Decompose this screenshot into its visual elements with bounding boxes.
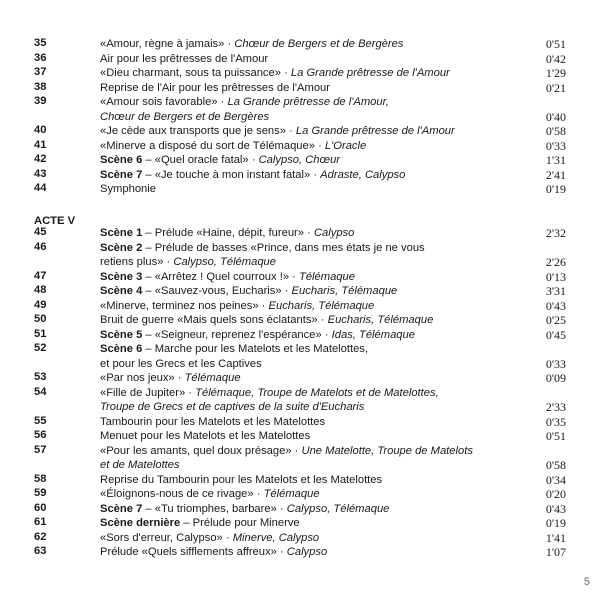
track-title-line [100,386,520,401]
track-title-line [100,487,520,502]
track-title-line [100,110,520,125]
track-title-line [100,182,520,197]
track-number: 55 [34,414,47,427]
track-title [100,545,520,560]
track-title-line [100,371,520,386]
track-title [100,531,520,546]
track-duration: 0'58 [545,458,566,472]
track-title-line [100,313,520,328]
track-number: 49 [34,298,47,311]
track-number: 61 [34,516,47,528]
track-duration: 0'20 [545,487,566,501]
track-number: 58 [34,472,47,485]
track-number: 41 [34,138,47,151]
track-number: 56 [34,429,47,441]
scene-label: Scène 7 [100,502,143,515]
title-text: «Minerve a disposé du sort de Télémaque» · [100,139,325,152]
track-duration: 1'07 [545,545,566,559]
track-title-line [100,444,520,459]
scene-label: Scène 4 [100,285,143,297]
scene-label: Scène 6 [100,154,143,166]
performers: Calypso, Chœur [258,154,341,166]
track-title-line [100,328,520,343]
track-duration: 2'33 [545,400,566,414]
performers: Calypso [313,227,355,239]
track-title [100,66,520,81]
track-duration: 0'19 [545,182,566,196]
track-duration: 3'31 [545,284,566,298]
track-title-line [100,473,520,488]
scene-label: Scène 5 [100,328,143,341]
track-number: 36 [34,51,47,64]
title-text: et pour les Grecs et les Captives [100,357,262,370]
performers: Troupe de Grecs et de captives de la suite d'Eucharis [100,401,365,413]
title-text: – «Tu triomphes, barbare» · [142,502,287,515]
title-text: Air pour les prêtresses de l'Amour [100,52,269,65]
track-title [100,415,520,430]
track-number: 57 [34,443,47,456]
performers: Idas, Télémaque [331,328,415,341]
track-title [100,371,520,386]
track-number: 45 [34,226,47,238]
act-heading: ACTE V [34,215,76,227]
scene-label: Scène 7 [100,168,143,181]
track-number: 52 [34,342,47,354]
performers: La Grande prêtresse de l'Amour [295,125,455,137]
track-number: 38 [34,80,47,93]
title-text: Reprise de l'Air pour les prêtresses de l'Amour [100,81,330,94]
title-text: «Minerve, terminez nos peines» · [100,299,269,312]
track-number: 35 [34,37,47,49]
track-number: 62 [34,530,47,543]
track-number: 59 [34,487,47,499]
track-title-line [100,139,520,154]
track-duration: 1'31 [545,153,566,167]
track-title-line [100,299,520,314]
performers: L'Oracle [324,139,367,152]
track-duration: 0'51 [545,37,566,51]
scene-label: Scène 1 [100,227,143,239]
track-title-line [100,241,520,256]
performers: Une Matelotte, Troupe de Matelots [301,444,473,457]
title-text: «Par nos jeux» · [100,372,185,384]
track-title-line [100,37,520,52]
track-title [100,168,520,183]
track-title [100,81,520,96]
performers: Minerve, Calypso [232,531,320,544]
track-duration: 1'29 [545,66,566,80]
title-text: – Prélude de basses «Prince, dans mes états je ne vous [142,241,425,254]
track-number: 37 [34,66,47,78]
track-title-line [100,81,520,96]
track-number: 44 [34,182,47,194]
track-title-line [100,342,520,357]
track-number: 46 [34,240,47,253]
track-duration: 0'40 [545,109,566,124]
title-text: «Je cède aux transports que je sens» · [100,125,296,137]
track-title-line [100,226,520,241]
track-title-line [100,458,520,473]
title-text: «Sors d'erreur, Calypso» · [100,531,233,544]
performers: Chœur de Bergers et de Bergères [100,110,270,123]
performers: Calypso [286,546,328,558]
title-text: Tambourin pour les Matelots et les Matelottes [100,415,326,428]
track-number: 60 [34,501,47,514]
title-text: Bruit de guerre «Mais quels sons éclatants» · [100,314,328,326]
page-number: 5 [583,576,590,588]
track-number: 63 [34,545,47,557]
track-title [100,487,520,502]
track-title [100,124,520,139]
track-title-line [100,502,520,517]
scene-label: Scène 2 [100,241,143,254]
track-title-line [100,429,520,444]
track-duration: 0'42 [545,51,566,66]
title-text: retiens plus» · [100,256,174,268]
performers: Chœur de Bergers et de Bergères [234,38,404,50]
title-text: Reprise du Tambourin pour les Matelots et les Matelottes [100,473,383,486]
title-text: Menuet pour les Matelots et les Matelottes [100,430,311,442]
track-title [100,284,520,299]
track-duration: 0'19 [545,516,566,530]
scene-label: Scène 3 [100,270,143,283]
performers: Télémaque, Troupe de Matelots et de Matelottes, [195,386,439,399]
track-title-line [100,52,520,67]
track-title [100,226,520,241]
track-duration: 0'13 [545,269,566,284]
track-number: 48 [34,284,47,296]
title-text: – Prélude «Haine, dépit, fureur» · [142,227,314,239]
track-number: 54 [34,385,47,398]
track-title-line [100,357,520,372]
performers: Calypso, Télémaque [286,502,390,515]
title-text: – Prélude pour Minerve [180,517,300,529]
track-number: 53 [34,371,47,383]
track-title-line [100,531,520,546]
track-duration: 0'43 [545,501,566,516]
track-title-line [100,415,520,430]
track-title [100,429,520,444]
track-duration: 0'25 [545,313,566,327]
performers: Adraste, Calypso [320,168,406,181]
track-duration: 0'43 [545,298,566,313]
title-text: – «Sauvez-vous, Eucharis» · [142,285,292,297]
track-title-line [100,516,520,531]
track-title [100,182,520,197]
track-title [100,444,520,473]
track-title-line [100,255,520,270]
performers: Télémaque [184,372,241,384]
track-title [100,342,520,371]
track-duration: 0'51 [545,429,566,443]
performers: Eucharis, Télémaque [291,285,398,297]
track-number: 47 [34,269,47,282]
performers: La Grande prêtresse de l'Amour [290,67,450,79]
track-duration: 0'45 [545,327,566,342]
title-text: – «Quel oracle fatal» · [142,154,259,166]
track-title [100,473,520,488]
track-title [100,516,520,531]
track-title [100,153,520,168]
track-title [100,313,520,328]
track-number: 42 [34,153,47,165]
track-title-line [100,153,520,168]
track-title-line [100,284,520,299]
track-number: 51 [34,327,47,340]
track-duration: 0'34 [545,472,566,487]
performers: et de Matelottes [100,459,180,471]
track-title [100,502,520,517]
performers: Télémaque [263,488,320,500]
title-text: «Amour sois favorable» · [100,96,228,108]
track-number: 50 [34,313,47,325]
track-duration: 0'58 [545,124,566,138]
track-title [100,299,520,314]
title-text: Prélude «Quels sifflements affreux» · [100,546,287,558]
track-title [100,241,520,270]
performers: Télémaque [299,270,355,283]
title-text: «Amour, règne à jamais» · [100,38,235,50]
performers: Calypso, Télémaque [173,256,276,268]
track-title [100,386,520,415]
track-title [100,270,520,285]
title-text: «Éloignons-nous de ce rivage» · [100,488,264,500]
title-text: «Fille de Jupiter» · [100,386,196,399]
track-title-line [100,545,520,560]
scene-label: Scène dernière [100,517,181,529]
scene-label: Scène 6 [100,343,143,355]
title-text: – «Arrêtez ! Quel courroux !» · [142,270,299,283]
track-title [100,37,520,52]
title-text: «Dieu charmant, sous ta puissance» · [100,67,291,79]
track-duration: 0'21 [545,80,566,95]
track-title [100,52,520,67]
track-duration: 2'41 [545,167,566,182]
track-duration: 0'35 [545,414,566,429]
track-number: 43 [34,167,47,180]
track-title-line [100,66,520,81]
track-duration: 2'32 [545,226,566,240]
title-text: «Pour les amants, quel doux présage» · [100,444,302,457]
track-title-line [100,168,520,183]
track-duration: 0'33 [545,138,566,153]
track-title [100,328,520,343]
performers: Eucharis, Télémaque [327,314,434,326]
track-title-line [100,400,520,415]
title-text: – «Seigneur, reprenez l'espérance» · [142,328,332,341]
title-text: – Marche pour les Matelots et les Matelottes, [142,343,369,355]
track-title-line [100,270,520,285]
track-number: 40 [34,124,47,136]
track-duration: 1'41 [545,530,566,545]
track-title [100,95,520,124]
track-number: 39 [34,95,47,107]
title-text: – «Je touche à mon instant fatal» · [142,168,321,181]
title-text: Symphonie [100,183,156,195]
track-title-line [100,124,520,139]
performers: La Grande prêtresse de l'Amour, [227,96,389,108]
track-duration: 2'26 [545,255,566,269]
track-duration: 0'09 [545,371,566,385]
track-title-line [100,95,520,110]
track-title [100,139,520,154]
track-duration: 0'33 [545,356,566,371]
performers: Eucharis, Télémaque [268,299,375,312]
